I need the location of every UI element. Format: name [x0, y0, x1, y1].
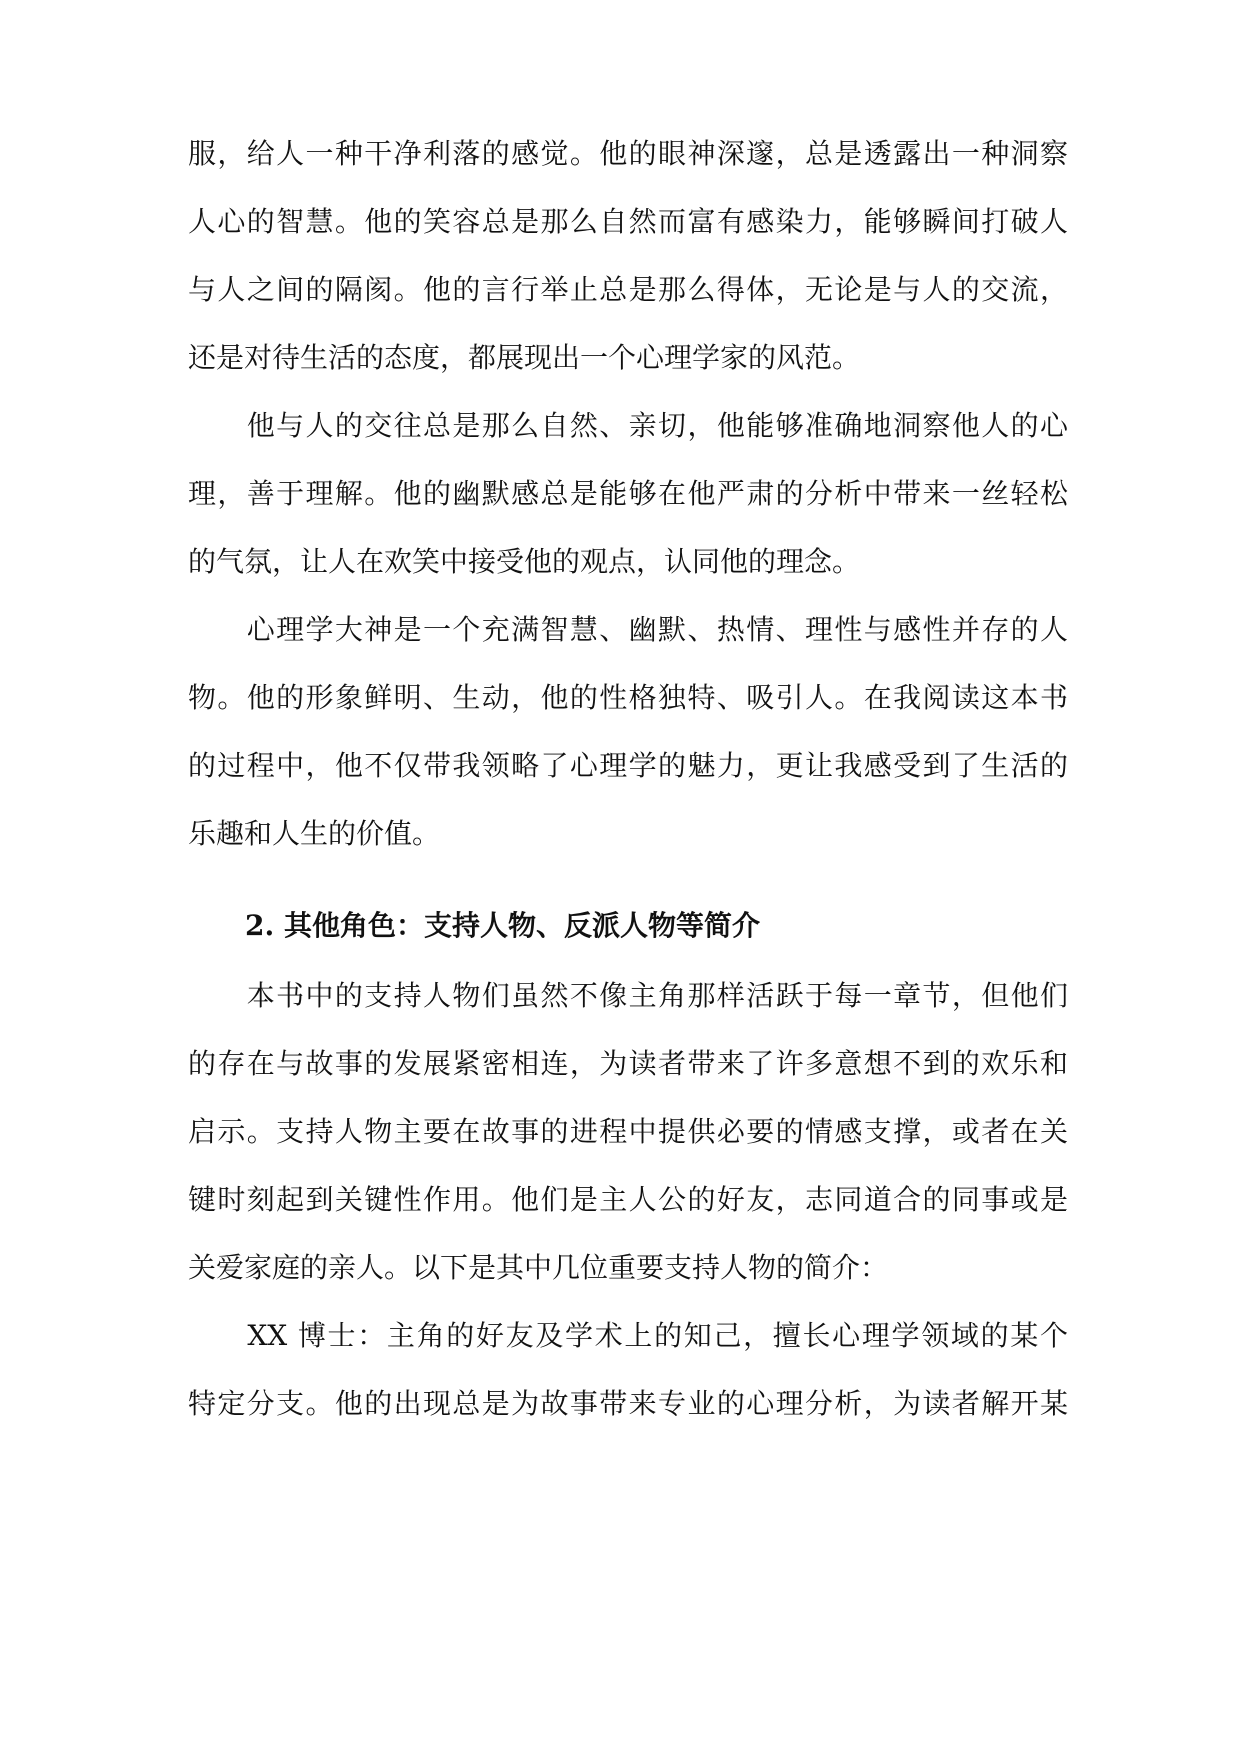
paragraph-line: 的存在与故事的发展紧密相连，为读者带来了许多意想不到的欢乐和 [188, 1047, 1068, 1080]
paragraph-line: 人心的智慧。他的笑容总是那么自然而富有感染力，能够瞬间打破人 [188, 205, 1068, 238]
paragraph-line: 心理学大神是一个充满智慧、幽默、热情、理性与感性并存的人 [188, 613, 1068, 646]
section-heading: 2. 其他角色：支持人物、反派人物等简介 [245, 909, 760, 942]
paragraph-line: 与人之间的隔阂。他的言行举止总是那么得体，无论是与人的交流， [188, 273, 1068, 306]
paragraph-line: 键时刻起到关键性作用。他们是主人公的好友，志同道合的同事或是 [188, 1183, 1068, 1216]
paragraph-line: 理，善于理解。他的幽默感总是能够在他严肃的分析中带来一丝轻松 [188, 477, 1068, 510]
paragraph-line: XX 博士：主角的好友及学术上的知己，擅长心理学领域的某个 [188, 1319, 1068, 1352]
paragraph-line: 他与人的交往总是那么自然、亲切，他能够准确地洞察他人的心 [188, 409, 1068, 442]
paragraph-line: 的气氛，让人在欢笑中接受他的观点，认同他的理念。 [188, 545, 861, 578]
paragraph-line: 乐趣和人生的价值。 [188, 817, 441, 850]
paragraph-line: 本书中的支持人物们虽然不像主角那样活跃于每一章节，但他们 [188, 979, 1068, 1012]
paragraph-line: 还是对待生活的态度，都展现出一个心理学家的风范。 [188, 341, 861, 374]
paragraph-line: 物。他的形象鲜明、生动，他的性格独特、吸引人。在我阅读这本书 [188, 681, 1068, 714]
paragraph-line: 关爱家庭的亲人。以下是其中几位重要支持人物的简介： [188, 1251, 889, 1284]
paragraph-line: 的过程中，他不仅带我领略了心理学的魅力，更让我感受到了生活的 [188, 749, 1068, 782]
paragraph-line: 特定分支。他的出现总是为故事带来专业的心理分析，为读者解开某 [188, 1387, 1068, 1420]
paragraph-line: 启示。支持人物主要在故事的进程中提供必要的情感支撑，或者在关 [188, 1115, 1068, 1148]
paragraph-line: 服，给人一种干净利落的感觉。他的眼神深邃，总是透露出一种洞察 [188, 137, 1068, 170]
